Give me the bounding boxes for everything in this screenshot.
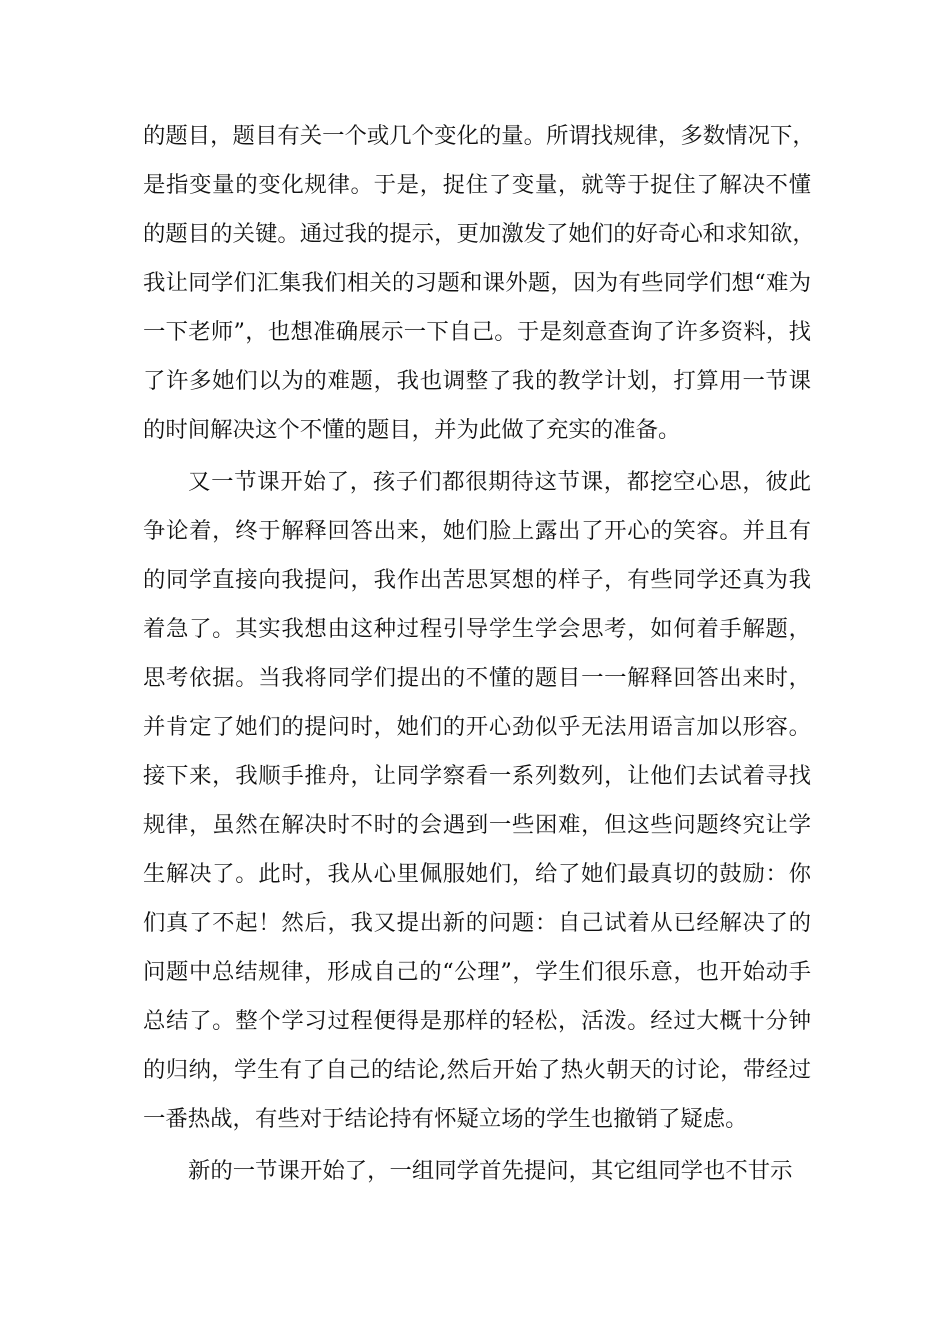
paragraph <box>143 112 815 455</box>
text-line: 总结了。整个学习过程便得是那样的轻松，活泼。经过大概十分钟 <box>143 1008 811 1034</box>
text-line: 的归纳，学生有了自己的结论,然后开始了热火朝天的讨论，带经过 <box>143 1057 811 1083</box>
text-line: 一番热战，有些对于结论持有怀疑立场的学生也撤销了疑虑。 <box>143 1106 748 1132</box>
text-line: 一下老师”，也想准确展示一下自己。于是刻意查询了许多资料，找 <box>143 319 811 345</box>
text-line: 又一节课开始了，孩子们都很期待这节课，都挖空心思，彼此 <box>188 469 811 495</box>
text-line: 新的一节课开始了，一组同学首先提问，其它组同学也不甘示 <box>188 1158 793 1184</box>
text-line: 争论着，终于解释回答出来，她们脸上露出了开心的笑容。并且有 <box>143 518 811 544</box>
text-line: 接下来，我顺手推舟，让同学察看一系列数列，让他们去试着寻找 <box>143 763 811 789</box>
paragraph <box>143 458 811 1144</box>
text-line: 了许多她们以为的难题，我也调整了我的教学计划，打算用一节课 <box>143 368 811 394</box>
text-line: 的题目的关键。通过我的提示，更加激发了她们的好奇心和求知欲， <box>143 221 815 247</box>
text-line: 们真了不起！然后，我又提出新的问题：自己试着从已经解决了的 <box>143 910 811 936</box>
text-line: 是指变量的变化规律。于是，捉住了变量，就等于捉住了解决不懂 <box>143 172 811 198</box>
text-line: 思考依据。当我将同学们提出的不懂的题目一一解释回答出来时， <box>143 665 811 691</box>
text-line: 并肯定了她们的提问时，她们的开心劲似乎无法用语言加以形容。 <box>143 714 811 740</box>
paragraph <box>143 1147 811 1196</box>
text-line: 着急了。其实我想由这种过程引导学生学会思考，如何着手解题， <box>143 616 811 642</box>
text-line: 规律，虽然在解决时不时的会遇到一些困难，但这些问题终究让学 <box>143 812 811 838</box>
body-text <box>143 112 815 1196</box>
text-line: 的时间解决这个不懂的题目，并为此做了充实的准备。 <box>143 417 681 443</box>
text-line: 生解决了。此时，我从心里佩服她们，给了她们最真切的鼓励：你 <box>143 861 811 887</box>
text-line: 我让同学们汇集我们相关的习题和课外题，因为有些同学们想“难为 <box>143 270 811 296</box>
text-line: 的题目，题目有关一个或几个变化的量。所谓找规律，多数情况下， <box>143 123 815 149</box>
text-line: 问题中总结规律，形成自己的“公理”，学生们很乐意，也开始动手 <box>143 959 811 985</box>
text-line: 的同学直接向我提问，我作出苦思冥想的样子，有些同学还真为我 <box>143 567 811 593</box>
